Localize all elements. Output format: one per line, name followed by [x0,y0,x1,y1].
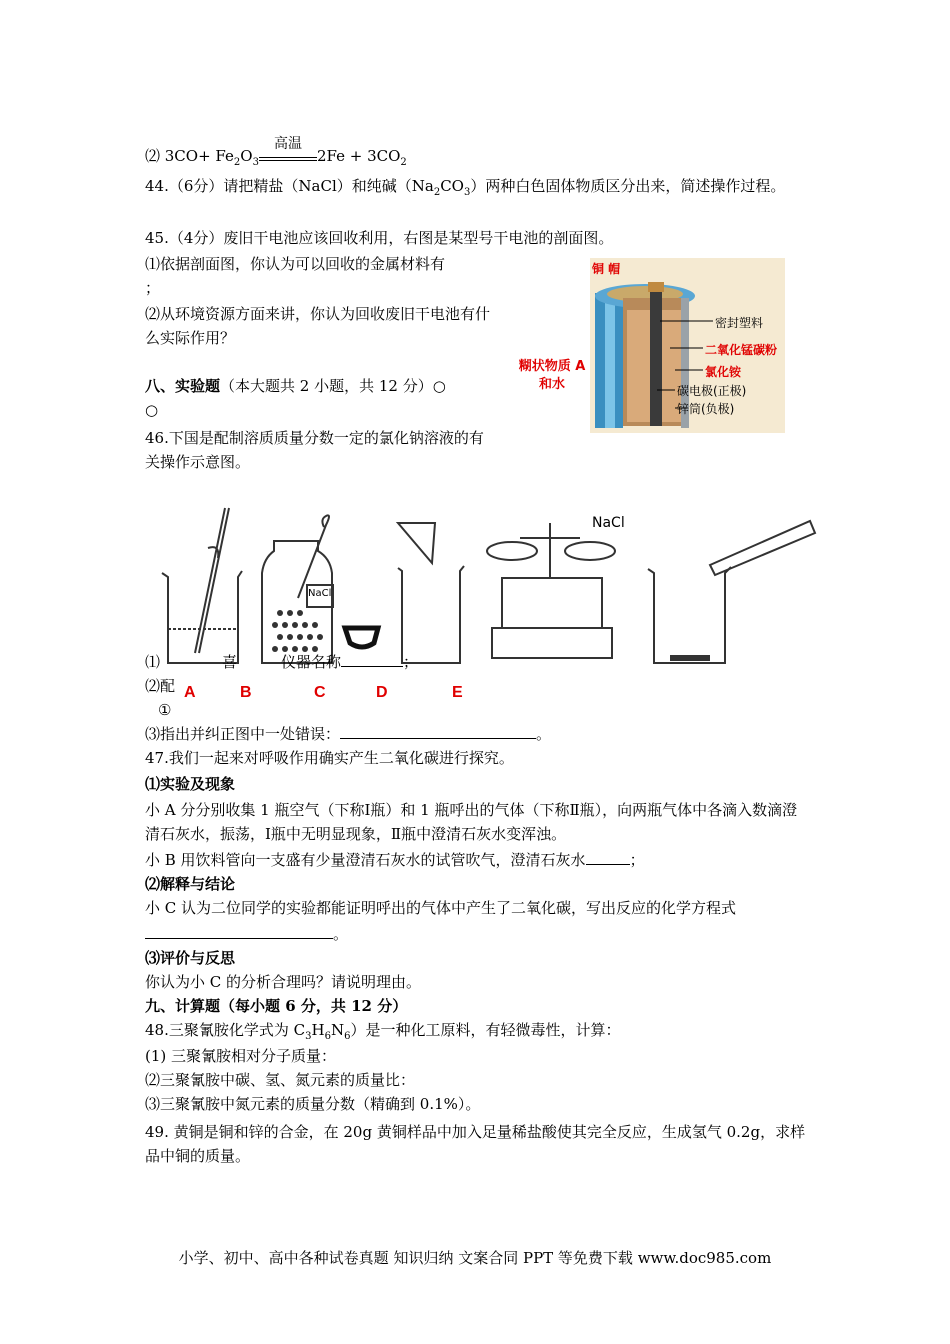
question-49: 49. 黄铜是铜和锌的合金，在 20g 黄铜样品中加入足量稀盐酸使其完全反应，生成氢气 0.2g，求样品中铜的质量。 [145,1123,806,1165]
label-e: E [452,684,463,701]
lab-operations-diagram [150,503,820,673]
question-45-part1: ⑴依据剖面图，你认为可以回收的金属材料有 ； [145,255,446,297]
label-mno2: 二氧化锰碳粉 [705,343,778,357]
question-48-part3: ⑶三聚氰胺中氮元素的质量分数（精确到 0.1%）。 [145,1095,481,1113]
question-47-s1: ⑴实验及现象 [145,775,236,793]
lab-apparatus-illustration [150,503,820,673]
label-carbon: 碳电极(正极) [677,384,747,398]
question-47-s1-text2: 小 B 用饮料管向一支盛有少量澄清石灰水的试管吹气，澄清石灰水 ； [145,851,645,869]
question-44: 44.（6分）请把精盐（NaCl）和纯碱$(Na_2CO_3)$两种白色固体物质区分出来，简述操作过程。 [145,177,786,198]
bottle-label: NaCl [308,588,332,599]
section-8-heading: 八、实验题（本大题共 2 小题，共 12 分）○ ○ [145,377,446,419]
question-47-s2: ⑵解释与结论 [145,875,236,893]
question-47-title: 47.我们一起来对呼吸作用确实产生二氧化碳进行探究。 [145,749,514,767]
equation-2: ⑵ $3CO+ Fe_2O_3$ 高温 $2Fe + 3CO_2$ [145,136,407,168]
label-b: B [240,684,252,701]
label-c: C [314,684,326,701]
label-seal: 密封塑料 [715,316,764,330]
question-46-part2-item: ① [158,701,172,719]
label-d: D [376,684,388,701]
reaction-condition: 高温 [259,147,317,161]
question-46-part3: ⑶指出并纠正图中一处错误： 。 [145,725,552,743]
question-45-part2: ⑵从环境资源方面来讲，你认为回收废旧干电池有什么实际作用？ [145,305,491,347]
label-nh4cl: 氯化铵 [705,365,742,379]
question-48: 48.三聚氰胺化学式为 $C_3H_6N_6$）是一种化工原料，有轻微毒性，计算： [145,1021,621,1042]
label-paste: 糊状物质 A 和水 [518,359,586,392]
page-footer: 小学、初中、高中各种试卷真题 知识归纳 文案合同 PPT 等免费下载 www.doc985.com [178,1249,772,1267]
question-47-s2-text: 小 C 认为二位同学的实验都能证明呼出的气体中产生了二氧化碳，写出反应的化学方程式 [145,899,737,917]
battery-cross-section [505,258,790,433]
question-48-part1: (1) 三聚氰胺相对分子质量： [145,1047,337,1065]
question-47-s3-text: 你认为小 C 的分析合理吗？请说明理由。 [145,973,422,991]
question-47-s3: ⑶评价与反思 [145,949,236,967]
question-47-s1-text: 小 A 分分别收集 1 瓶空气（下称Ⅰ瓶）和 1 瓶呼出的气体（下称Ⅱ瓶），向两瓶气体中各滴入数滴澄清石灰水，振荡，Ⅰ瓶中无明显现象，Ⅱ瓶中澄清石灰水变浑浊。 [145,801,798,843]
question-47-s2-blank: 。 [145,924,348,944]
section-9-heading: 九、计算题（每小题 6 分，共 12 分） [145,997,408,1015]
question-46: 46.下国是配制溶质质量分数一定的氯化钠溶液的有关操作示意图。 [145,429,484,471]
label-zinc: 锌筒(负极) [677,402,735,416]
balance-label: NaCl [592,515,625,531]
question-46-part2: ⑵配 [145,677,176,695]
question-46-part1: ⑴ 喜 仪器名称 ； [145,653,419,671]
label-a: A [184,684,196,701]
question-48-part2: ⑵三聚氰胺中碳、氢、氮元素的质量比： [145,1071,416,1089]
question-45-title: 45.（4分）废旧干电池应该回收利用，右图是某型号干电池的剖面图。 [145,229,614,247]
label-copper-cap: 铜 帽 [592,262,621,276]
